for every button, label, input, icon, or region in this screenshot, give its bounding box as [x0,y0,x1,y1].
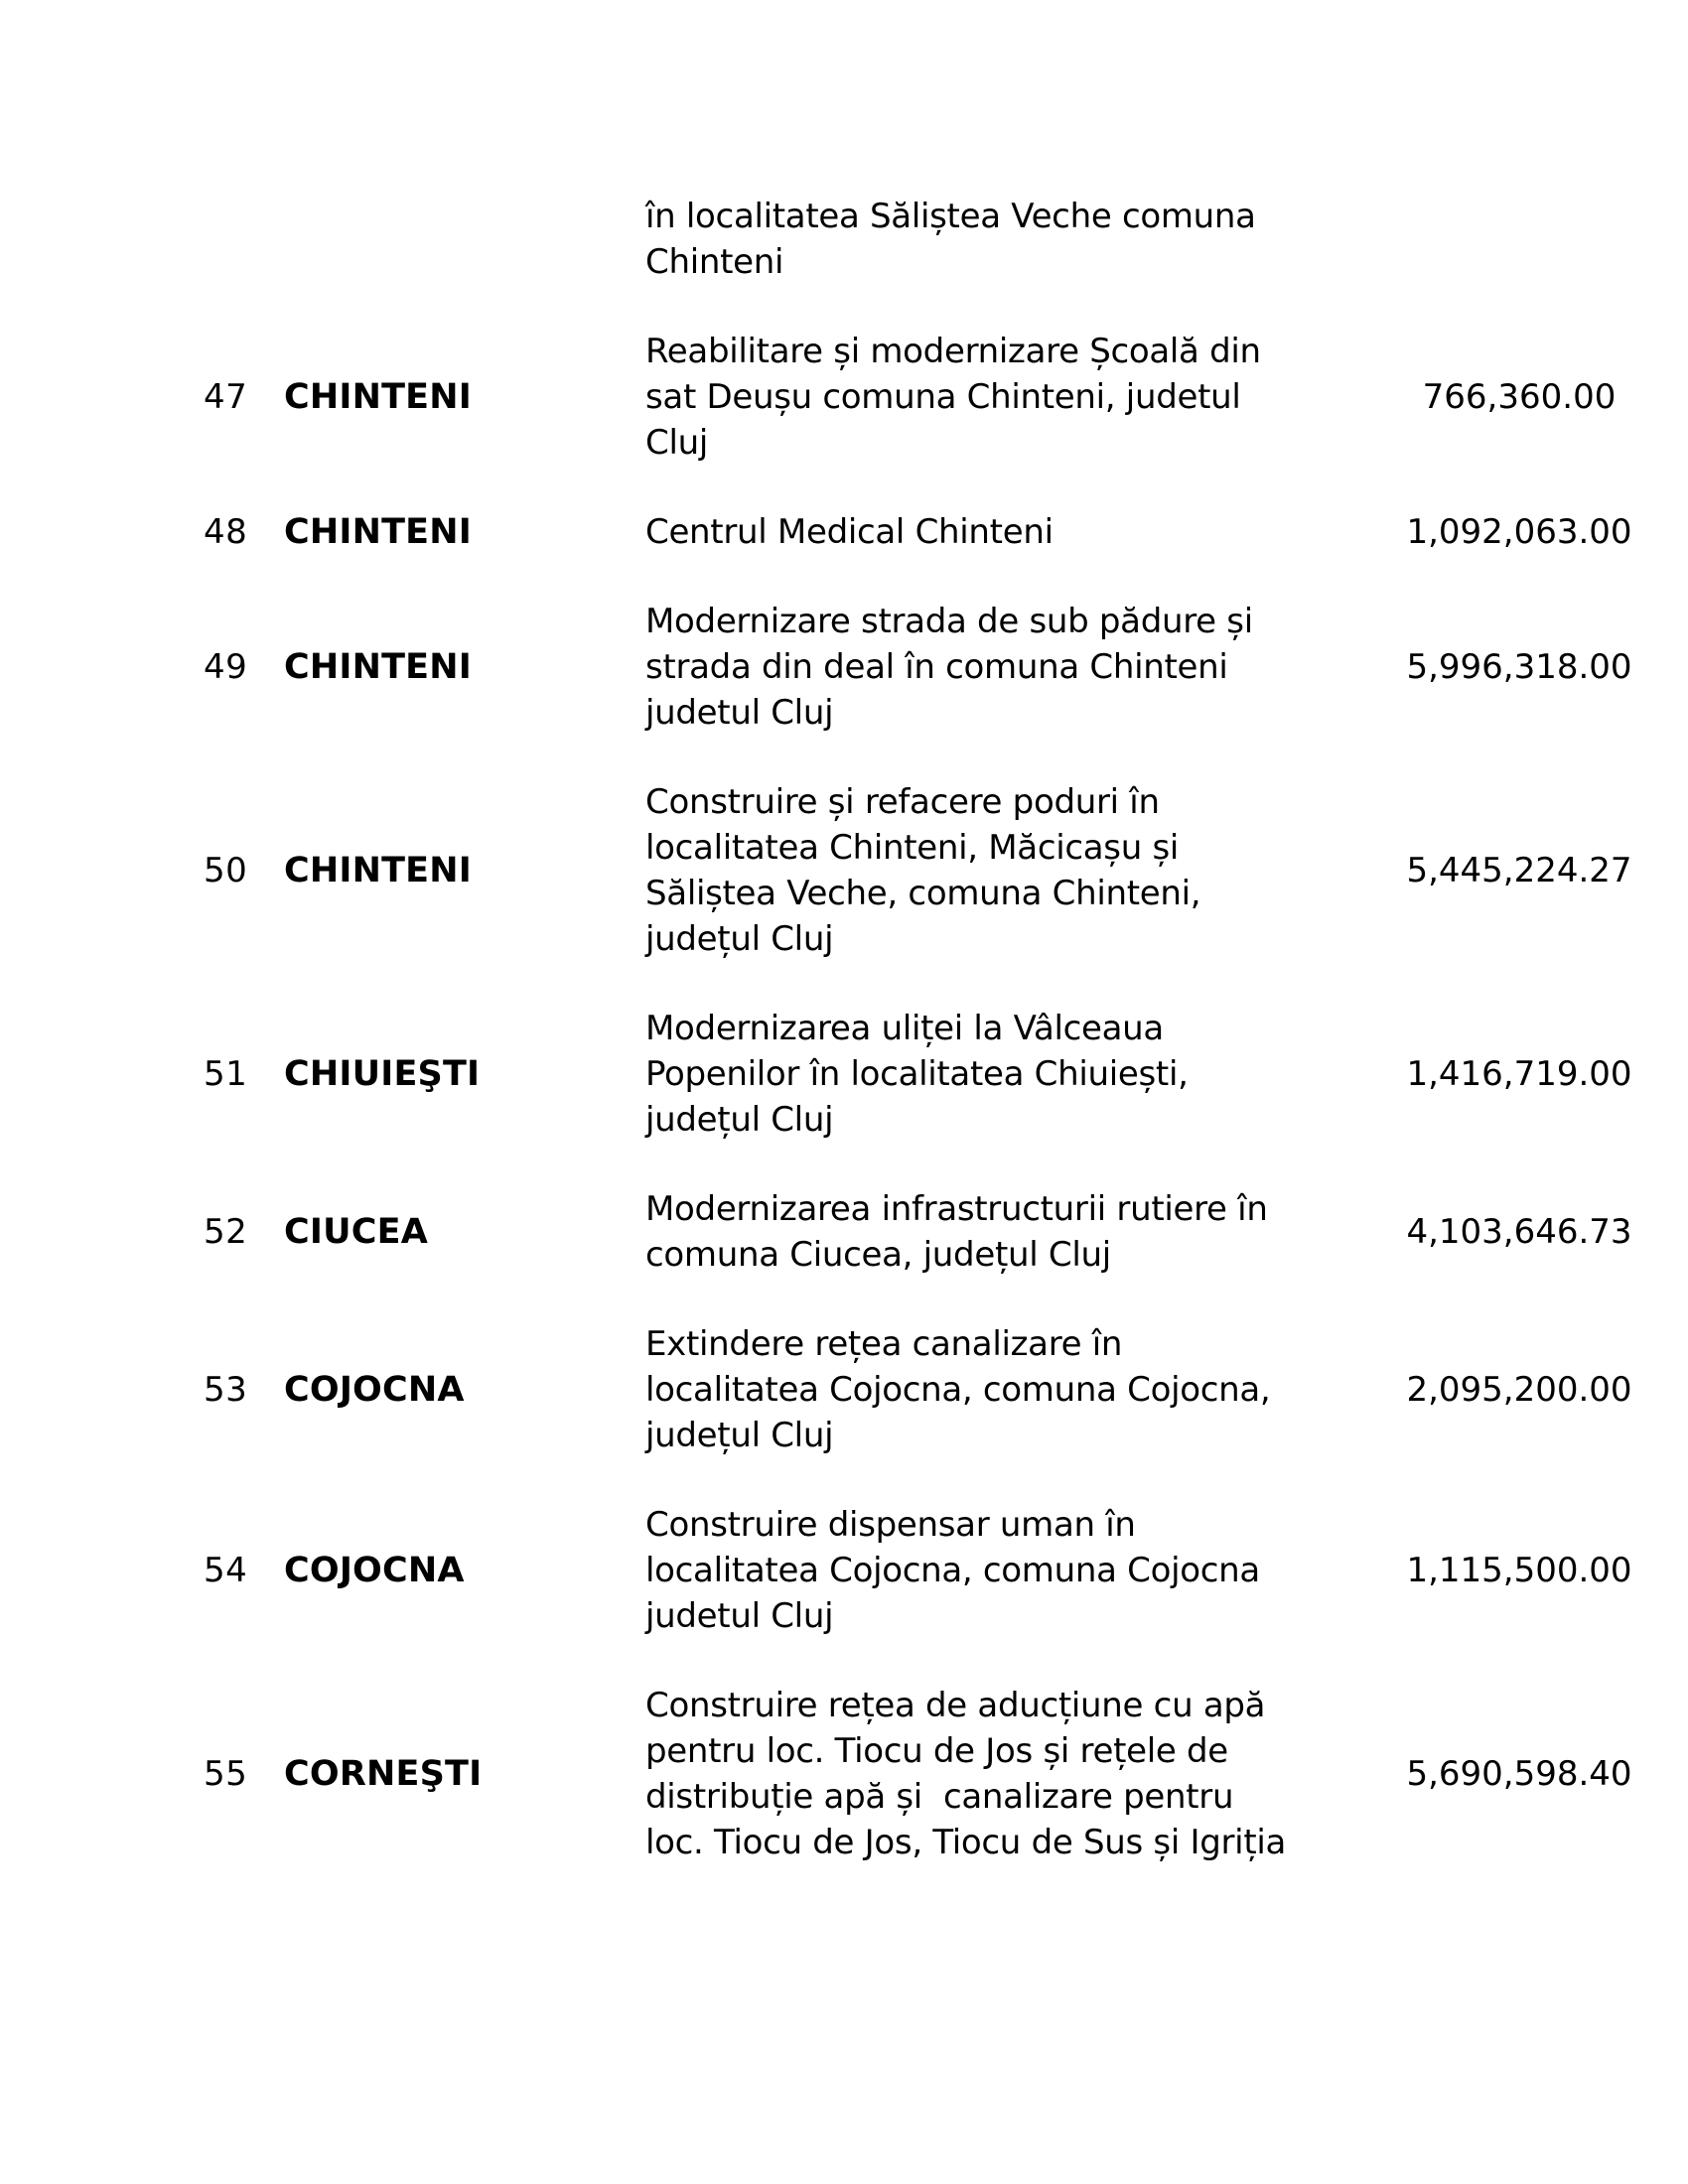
description-line: Popenilor în localitatea Chiuiești, [645,1054,1189,1094]
description-line: judetul Cluj [645,1596,834,1636]
row-number: 50 [204,851,248,890]
description-line: Chinteni [645,242,784,282]
description-line: în localitatea Săliștea Veche comuna [645,197,1256,236]
table-row [0,329,1688,466]
project-description [645,509,1380,555]
description-line: sat Deușu comuna Chinteni, judetul [645,377,1241,417]
description-line: județul Cluj [645,1416,834,1455]
project-description [645,1321,1380,1458]
row-number [204,239,284,240]
commune-name: CHINTENI [284,647,472,687]
amount-value [1380,239,1658,240]
project-description [645,194,1380,285]
description-line: județul Cluj [645,1100,834,1140]
commune-name: CHINTENI [284,851,472,890]
table-row [0,779,1688,962]
description-line: Modernizarea infrastructurii rutiere în [645,1189,1268,1229]
funding-table [0,194,1688,1865]
amount-value: 5,445,224.27 [1406,851,1632,890]
project-description [645,779,1380,962]
table-row [0,509,1688,555]
row-number: 49 [204,647,248,687]
description-line: Construire și refacere poduri în [645,782,1160,822]
description-line: Săliștea Veche, comuna Chinteni, [645,874,1201,913]
commune-name: COJOCNA [284,1551,465,1590]
amount-value: 5,996,318.00 [1406,647,1632,687]
description-line: Construire dispensar uman în [645,1505,1136,1545]
commune-name: CHINTENI [284,512,472,552]
table-row [0,1683,1688,1865]
project-description [645,599,1380,736]
table-row [0,1321,1688,1458]
description-line: Modernizare strada de sub pădure și [645,602,1253,641]
project-description [645,1502,1380,1639]
project-description [645,1683,1380,1865]
commune-name: COJOCNA [284,1370,465,1410]
commune-name [284,239,645,240]
project-description [645,1186,1380,1278]
commune-name: CHINTENI [284,377,472,417]
description-line: Reabilitare și modernizare Școală din [645,332,1261,371]
description-line: localitatea Chinteni, Măcicașu și [645,828,1180,868]
table-row [0,1186,1688,1278]
commune-name: CORNEŞTI [284,1754,483,1794]
description-line: distribuție apă și canalizare pentru [645,1777,1234,1817]
row-number: 54 [204,1551,248,1590]
description-line: pentru loc. Tiocu de Jos și rețele de [645,1731,1228,1771]
project-description [645,1006,1380,1143]
description-line: localitatea Cojocna, comuna Cojocna [645,1551,1260,1590]
description-line: Centrul Medical Chinteni [645,512,1054,552]
amount-value: 5,690,598.40 [1406,1754,1632,1794]
description-line: loc. Tiocu de Jos, Tiocu de Sus și Igriția [645,1823,1287,1862]
row-number: 48 [204,512,248,552]
amount-value: 1,416,719.00 [1406,1054,1632,1094]
description-line: strada din deal în comuna Chinteni [645,647,1228,687]
description-line: Cluj [645,423,708,463]
description-line: Modernizarea uliței la Vâlceaua [645,1009,1164,1048]
row-number: 53 [204,1370,248,1410]
amount-value: 1,092,063.00 [1406,512,1632,552]
table-row-continuation [0,194,1688,285]
table-row [0,1006,1688,1143]
amount-value: 4,103,646.73 [1406,1212,1632,1252]
amount-value: 766,360.00 [1422,377,1617,417]
description-line: localitatea Cojocna, comuna Cojocna, [645,1370,1271,1410]
row-number: 52 [204,1212,248,1252]
row-number: 55 [204,1754,248,1794]
commune-name: CIUCEA [284,1212,429,1252]
table-row [0,1502,1688,1639]
row-number: 47 [204,377,248,417]
row-number: 51 [204,1054,248,1094]
amount-value: 1,115,500.00 [1406,1551,1632,1590]
commune-name: CHIUIEŞTI [284,1054,481,1094]
description-line: comuna Ciucea, județul Cluj [645,1235,1111,1275]
description-line: Extindere rețea canalizare în [645,1324,1123,1364]
description-line: judetul Cluj [645,693,834,733]
project-description [645,329,1380,466]
description-line: Construire rețea de aducțiune cu apă [645,1686,1266,1725]
table-row [0,599,1688,736]
amount-value: 2,095,200.00 [1406,1370,1632,1410]
description-line: județul Cluj [645,919,834,959]
